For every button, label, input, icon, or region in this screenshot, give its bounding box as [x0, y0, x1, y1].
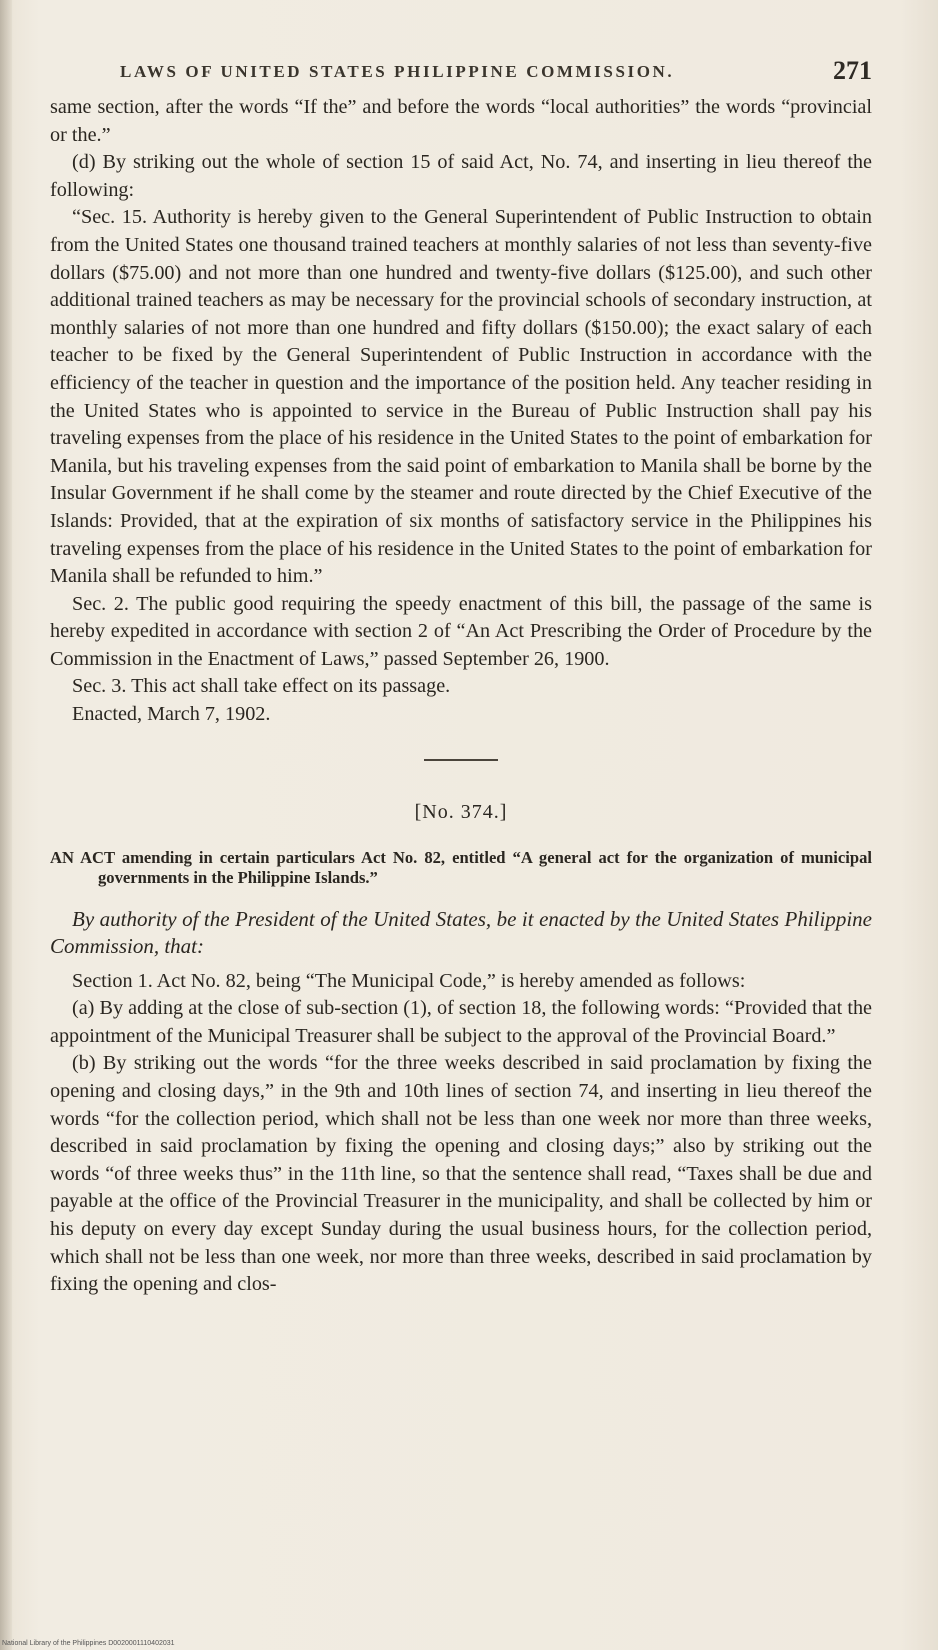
running-header — [50, 52, 872, 92]
paragraph-amendment-d: (d) By striking out the whole of section 15 of said Act, No. 74, and inserting in lieu thereof the following: — [50, 151, 872, 201]
act-section-1-b: (b) By striking out the words “for the three weeks described in said proclamation by fixing the opening and closing days,” in the 9th and 10th lines of section 74, and inserting in lieu thereof the words “for the collection period, which shall not be less than one week nor more than three weeks, described in said proclamation by fixing the opening and closing days;” also by striking out the words “of three weeks thus” in the 11th line, so that the sentence shall read, “Taxes shall be due and payable at the office of the Provincial Treasurer in the municipality, and shall be collected by him or his deputy on every day except Sunday during the usual business hours, for the collection period, which shall not be less than one week, nor more than three weeks, described in said proclamation by fixing the opening and clos- — [50, 1052, 872, 1296]
section-divider — [424, 759, 498, 761]
page-content — [50, 52, 872, 1299]
library-stamp: National Library of the Philippines D0020001110402031 — [2, 1640, 175, 1647]
page-number: 271 — [833, 56, 872, 85]
act-section-1-a: (a) By adding at the close of sub-section (1), of section 18, the following words: “Provided that the appointment of the Municipal Treasurer shall be subject to the approval of the Provincial Board.” — [50, 997, 872, 1047]
paragraph-section-15: “Sec. 15. Authority is hereby given to the General Superintendent of Public Instruction to obtain from the United States one thousand trained teachers at monthly salaries of not less than seventy-five dollars ($75.00) and not more than one hundred and twenty-five dollars ($125.00), and such other additional trained teachers as may be necessary for the provincial schools of secondary instruction, at monthly salaries of not more than one hundred and fifty dollars ($150.00); the exact salary of each teacher to be fixed by the General Superintendent of Public Instruction in accordance with the efficiency of the teacher in question and the importance of the position held. Any teacher residing in the United States who is appointed to service in the Bureau of Public Instruction shall pay his traveling expenses from the place of his residence in the United States to the point of embarkation for Manila, but his traveling expenses from the said point of embarkation to Manila shall be borne by the Insular Government if he shall come by the steamer and route directed by the Chief Executive of the Islands: Provided, that at the expiration of six months of satisfactory service in the Philippines his traveling expenses from the place of his residence in the United States to the point of embarkation for Manila shall be refunded to him.” — [50, 206, 872, 588]
paragraph-enacted-date: Enacted, March 7, 1902. — [72, 703, 271, 726]
paragraph-continuation: same section, after the words “If the” and before the words “local authorities” the words “provincial or the.” — [50, 96, 872, 146]
enacting-clause: By authority of the President of the United States, be it enacted by the United States Philippine Commission, that: — [50, 906, 872, 958]
act-number: [No. 374.] — [414, 800, 508, 823]
paragraph-sec-3: Sec. 3. This act shall take effect on its passage. — [72, 675, 451, 698]
page-spine-shadow — [0, 0, 12, 1650]
paragraph-sec-2: Sec. 2. The public good requiring the speedy enactment of this bill, the passage of the same is hereby expedited in accordance with section 2 of “An Act Prescribing the Order of Procedure by the Commission in the Enactment of Laws,” passed September 26, 1900. — [50, 592, 872, 670]
act-section-1: Section 1. Act No. 82, being “The Municipal Code,” is hereby amended as follows: — [72, 969, 746, 992]
running-header-title: LAWS OF UNITED STATES PHILIPPINE COMMISSION. — [120, 62, 675, 81]
act-title: AN ACT amending in certain particulars Act No. 82, entitled “A general act for the organization of municipal governments in the Philippine Islands.” — [50, 847, 872, 887]
